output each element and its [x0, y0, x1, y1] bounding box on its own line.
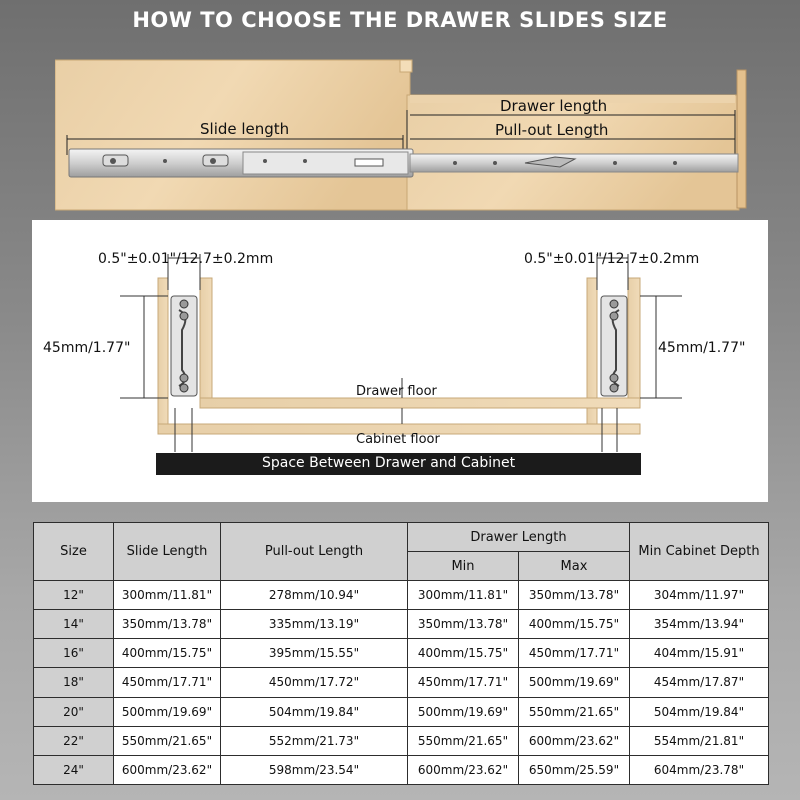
cell-pullout: 598mm/23.54"	[221, 755, 408, 784]
cell-min: 550mm/21.65"	[408, 726, 519, 755]
cell-max: 650mm/25.59"	[519, 755, 630, 784]
header-drawer-length: Drawer Length	[408, 523, 630, 552]
cell-pullout: 450mm/17.72"	[221, 668, 408, 697]
slide-inner-rail	[410, 154, 738, 172]
cell-slide: 350mm/13.78"	[114, 610, 221, 639]
cell-min: 350mm/13.78"	[408, 610, 519, 639]
cell-min: 400mm/15.75"	[408, 639, 519, 668]
cell-depth: 354mm/13.94"	[630, 610, 769, 639]
page-title: HOW TO CHOOSE THE DRAWER SLIDES SIZE	[132, 8, 668, 32]
cell-max: 350mm/13.78"	[519, 581, 630, 610]
header-min: Min	[408, 552, 519, 581]
slide-length-label: Slide length	[200, 120, 290, 138]
header-pullout-length: Pull-out Length	[221, 523, 408, 581]
cell-depth: 504mm/19.84"	[630, 697, 769, 726]
header-size: Size	[34, 523, 114, 581]
cell-size: 20"	[34, 697, 114, 726]
header-slide-length: Slide Length	[114, 523, 221, 581]
cell-slide: 450mm/17.71"	[114, 668, 221, 697]
table-row	[34, 610, 769, 639]
slide-length-diagram	[55, 55, 755, 215]
cell-size: 14"	[34, 610, 114, 639]
cell-pullout: 504mm/19.84"	[221, 697, 408, 726]
cell-pullout: 395mm/15.55"	[221, 639, 408, 668]
table-row	[34, 726, 769, 755]
cell-pullout: 278mm/10.94"	[221, 581, 408, 610]
cell-depth: 304mm/11.97"	[630, 581, 769, 610]
cell-slide: 300mm/11.81"	[114, 581, 221, 610]
space-between-label: Space Between Drawer and Cabinet	[262, 455, 516, 471]
right-slide-profile	[601, 296, 627, 396]
cell-slide: 500mm/19.69"	[114, 697, 221, 726]
cell-max: 550mm/21.65"	[519, 697, 630, 726]
cell-size: 22"	[34, 726, 114, 755]
cell-depth: 554mm/21.81"	[630, 726, 769, 755]
pullout-length-label: Pull-out Length	[495, 121, 609, 139]
cell-min: 600mm/23.62"	[408, 755, 519, 784]
cell-min: 300mm/11.81"	[408, 581, 519, 610]
cell-size: 16"	[34, 639, 114, 668]
drawer-floor-label: Drawer floor	[356, 384, 437, 399]
cell-max: 600mm/23.62"	[519, 726, 630, 755]
left-drawer-side	[200, 278, 212, 408]
table-row	[34, 581, 769, 610]
cabinet-floor-label: Cabinet floor	[356, 432, 440, 447]
cell-pullout: 552mm/21.73"	[221, 726, 408, 755]
header-max: Max	[519, 552, 630, 581]
cell-pullout: 335mm/13.19"	[221, 610, 408, 639]
left-slide-profile	[171, 296, 197, 396]
height-right-label: 45mm/1.77"	[658, 340, 746, 356]
right-cabinet-wall	[587, 278, 597, 434]
cell-size: 18"	[34, 668, 114, 697]
drawer-cabinet-illustration	[55, 55, 755, 215]
cell-depth: 454mm/17.87"	[630, 668, 769, 697]
header-min-cabinet-depth: Min Cabinet Depth	[630, 523, 769, 581]
drawer-back-panel	[737, 70, 746, 208]
gap-right-label: 0.5"±0.01"/12.7±0.2mm	[524, 251, 700, 267]
table-row	[34, 755, 769, 784]
height-left-label: 45mm/1.77"	[43, 340, 131, 356]
cell-min: 500mm/19.69"	[408, 697, 519, 726]
drawer-length-label: Drawer length	[500, 97, 608, 115]
right-drawer-side	[628, 278, 640, 408]
cell-slide: 550mm/21.65"	[114, 726, 221, 755]
table-row	[34, 668, 769, 697]
cell-max: 450mm/17.71"	[519, 639, 630, 668]
cell-size: 12"	[34, 581, 114, 610]
cell-size: 24"	[34, 755, 114, 784]
cell-slide: 600mm/23.62"	[114, 755, 221, 784]
cell-max: 400mm/15.75"	[519, 610, 630, 639]
size-table	[33, 522, 768, 785]
cell-slide: 400mm/15.75"	[114, 639, 221, 668]
left-cabinet-wall	[158, 278, 168, 434]
drawer-floor	[200, 398, 640, 408]
gap-left-label: 0.5"±0.01"/12.7±0.2mm	[98, 251, 274, 267]
table-row	[34, 639, 769, 668]
cell-min: 450mm/17.71"	[408, 668, 519, 697]
cell-depth: 604mm/23.78"	[630, 755, 769, 784]
cell-max: 500mm/19.69"	[519, 668, 630, 697]
cell-depth: 404mm/15.91"	[630, 639, 769, 668]
table-row	[34, 697, 769, 726]
cross-section-diagram	[32, 220, 768, 502]
